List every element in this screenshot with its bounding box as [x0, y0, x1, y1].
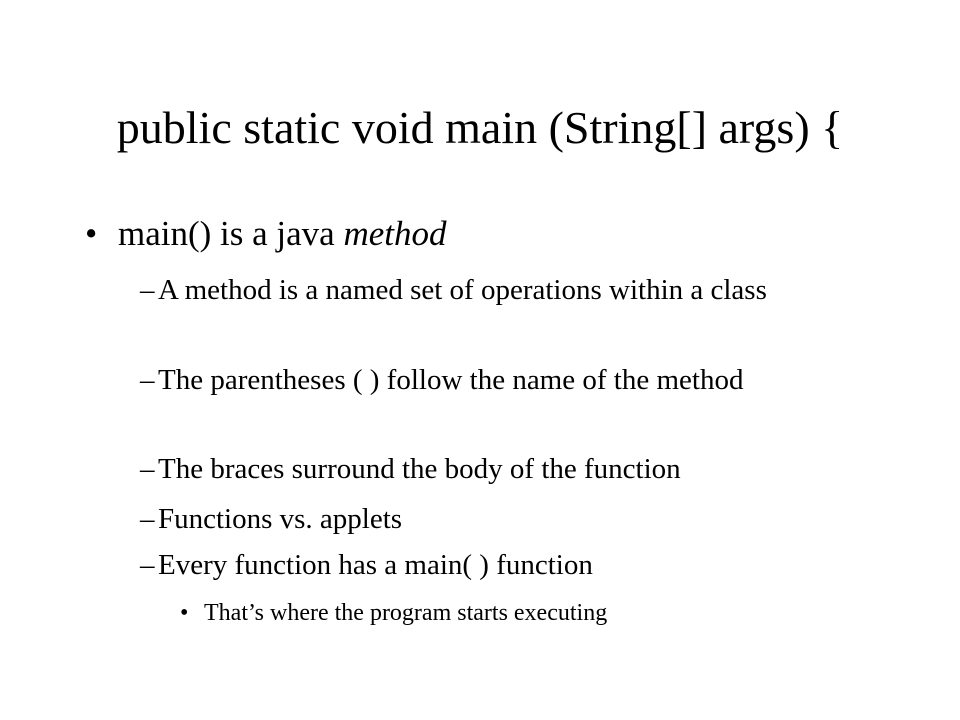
slide-title: public static void main (String[] args) {: [116, 102, 844, 153]
bullet-main-method: [85, 212, 447, 256]
sub-bullet-text: The parentheses ( ) follow the name of the method: [158, 364, 744, 396]
sub-bullet-text: The braces surround the body of the function: [158, 453, 681, 485]
dash-marker: –: [140, 274, 155, 306]
sub-bullet-text: A method is a named set of operations within a class: [158, 274, 767, 306]
bullet-text: main() is a java: [118, 214, 344, 253]
sub-bullet-functions-vs-applets: [140, 501, 880, 538]
sub-bullet-text: Every function has a main( ) function: [158, 549, 593, 581]
bullet-marker: •: [180, 600, 189, 626]
dash-marker: –: [140, 453, 155, 485]
sub-bullet-text: Functions vs. applets: [158, 503, 403, 535]
bullet-text-italic: method: [343, 214, 447, 253]
bullet-marker: •: [85, 214, 98, 253]
dash-marker: –: [140, 503, 155, 535]
sub-bullet-main-function: [140, 547, 880, 584]
dash-marker: –: [140, 364, 155, 396]
sub-bullet-parentheses: [140, 362, 880, 399]
sub-bullet-braces: [140, 451, 880, 488]
sub-sub-bullet-program-start: [180, 598, 607, 628]
dash-marker: –: [140, 549, 155, 581]
sub-bullet-method-definition: [140, 272, 880, 309]
sub-sub-bullet-text: That’s where the program starts executing: [204, 600, 608, 626]
